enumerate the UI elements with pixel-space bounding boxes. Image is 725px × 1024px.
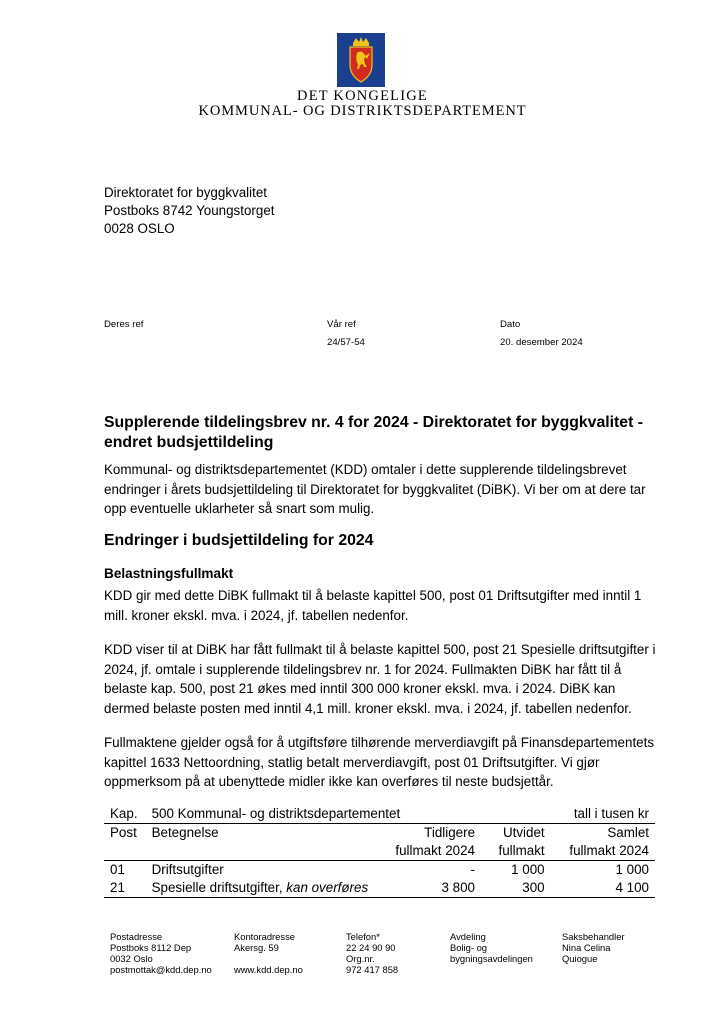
kap-title: 500 Kommunal- og distriktsdepartementet xyxy=(146,805,551,824)
header-tidligere-2: fullmakt 2024 xyxy=(374,842,481,861)
row-betegnelse: Driftsutgifter xyxy=(151,862,224,877)
row-tidligere: 3 800 xyxy=(374,879,481,898)
table-header-row xyxy=(104,824,655,843)
row-post: 21 xyxy=(104,879,146,898)
department-name-line1: DET KONGELIGE xyxy=(297,88,428,104)
kap-label: Kap. xyxy=(104,805,146,824)
table-chapter-row xyxy=(104,805,655,824)
coat-of-arms-logo xyxy=(337,33,385,87)
header-samlet: Samlet xyxy=(607,825,649,840)
table-header-row-2 xyxy=(104,842,655,861)
footer-telefon: Telefon* 22 24 90 90 Org.nr. 972 417 858 xyxy=(346,931,399,975)
row-samlet: 4 100 xyxy=(551,879,655,898)
header-utvidet-2: fullmakt xyxy=(481,842,551,861)
header-betegnelse: Betegnelse xyxy=(151,825,219,840)
header-post: Post xyxy=(110,825,137,840)
footer-avdeling: Avdeling Bolig- og bygningsavdelingen xyxy=(450,931,533,964)
section-heading: Endringer i budsjettildeling for 2024 xyxy=(104,532,374,549)
row-betegnelse: Spesielle driftsutgifter, kan overføres xyxy=(146,879,375,898)
paragraph-1: KDD gir med dette DiBK fullmakt til å belaste kapittel 500, post 01 Driftsutgifter med inntil 1 mill. kroner ekskl. mva. i 2024, jf. tabellen nedenfor. xyxy=(104,588,642,623)
dato-label: Dato xyxy=(500,319,521,330)
row-utvidet: 300 xyxy=(481,879,551,898)
recipient-address xyxy=(104,184,275,238)
recipient-city: 0028 OSLO xyxy=(104,221,175,236)
subsection-heading: Belastningsfullmakt xyxy=(104,566,234,581)
header-samlet-2: fullmakt 2024 xyxy=(551,842,655,861)
intro-paragraph: Kommunal- og distriktsdepartementet (KDD) omtaler i dette supplerende tildelingsbrevet endringer i årets budsjettildeling til Direktoratet for byggkvalitet (DiBK). Vi ber om at dere tar opp eventuelle uklarheter så snart som mulig. xyxy=(104,462,646,516)
dato-value: 20. desember 2024 xyxy=(500,337,583,348)
paragraph-3: Fullmaktene gjelder også for å utgiftsføre tilhørende merverdiavgift på Finansdepartementets kapittel 1633 Nettoordning, statlig betalt merverdiavgift, post 01 Driftsutgifter. Vi gjør oppmerksom på at ubenyttede midler ikke kan overføres til neste budsjettår. xyxy=(104,735,655,789)
table-unit: tall i tusen kr xyxy=(551,805,655,824)
row-note: kan overføres xyxy=(286,880,369,895)
row-utvidet: 1 000 xyxy=(511,862,545,877)
row-tidligere: - xyxy=(470,862,476,877)
deres-ref-label: Deres ref xyxy=(104,319,144,330)
letter-title: Supplerende tildelingsbrev nr. 4 for 2024 - Direktoratet for byggkvalitet - endret budsjettildeling xyxy=(104,414,643,451)
budget-table xyxy=(104,805,655,898)
recipient-name: Direktoratet for byggkvalitet xyxy=(104,185,267,200)
paragraph-2: KDD viser til at DiBK har fått fullmakt til å belaste kapittel 500, post 21 Spesielle driftsutgifter i 2024, jf. omtale i supplerende tildelingsbrev nr. 1 for 2024. Fullmakten DiBK har fått til å belaste kap. 500, post 21 økes med inntil 300 000 kroner ekskl. mva. i 2024. DiBK kan dermed belaste posten med inntil 4,1 mill. kroner ekskl. mva. i 2024, jf. tabellen nedenfor. xyxy=(104,642,656,716)
footer-postadresse: Postadresse Postboks 8112 Dep 0032 Oslo postmottak@kdd.dep.no xyxy=(110,931,212,975)
footer-email-link[interactable]: postmottak@kdd.dep.no xyxy=(110,964,212,975)
department-name-line2: KOMMUNAL- OG DISTRIKTSDEPARTEMENT xyxy=(198,103,527,119)
row-samlet: 1 000 xyxy=(615,862,649,877)
header-tidligere: Tidligere xyxy=(424,825,476,840)
var-ref-label: Vår ref xyxy=(327,319,356,330)
footer-website-link[interactable]: www.kdd.dep.no xyxy=(234,964,303,975)
footer-saksbehandler: Saksbehandler Nina Celina Quiogue xyxy=(562,931,625,964)
recipient-box: Postboks 8742 Youngstorget xyxy=(104,203,275,218)
row-post: 01 xyxy=(110,862,125,877)
table-row xyxy=(104,861,655,880)
header-utvidet: Utvidet xyxy=(502,825,545,840)
table-row xyxy=(104,879,655,898)
footer-kontoradresse: Kontoradresse Akersg. 59 www.kdd.dep.no xyxy=(234,931,303,975)
var-ref-value: 24/57-54 xyxy=(327,337,365,348)
